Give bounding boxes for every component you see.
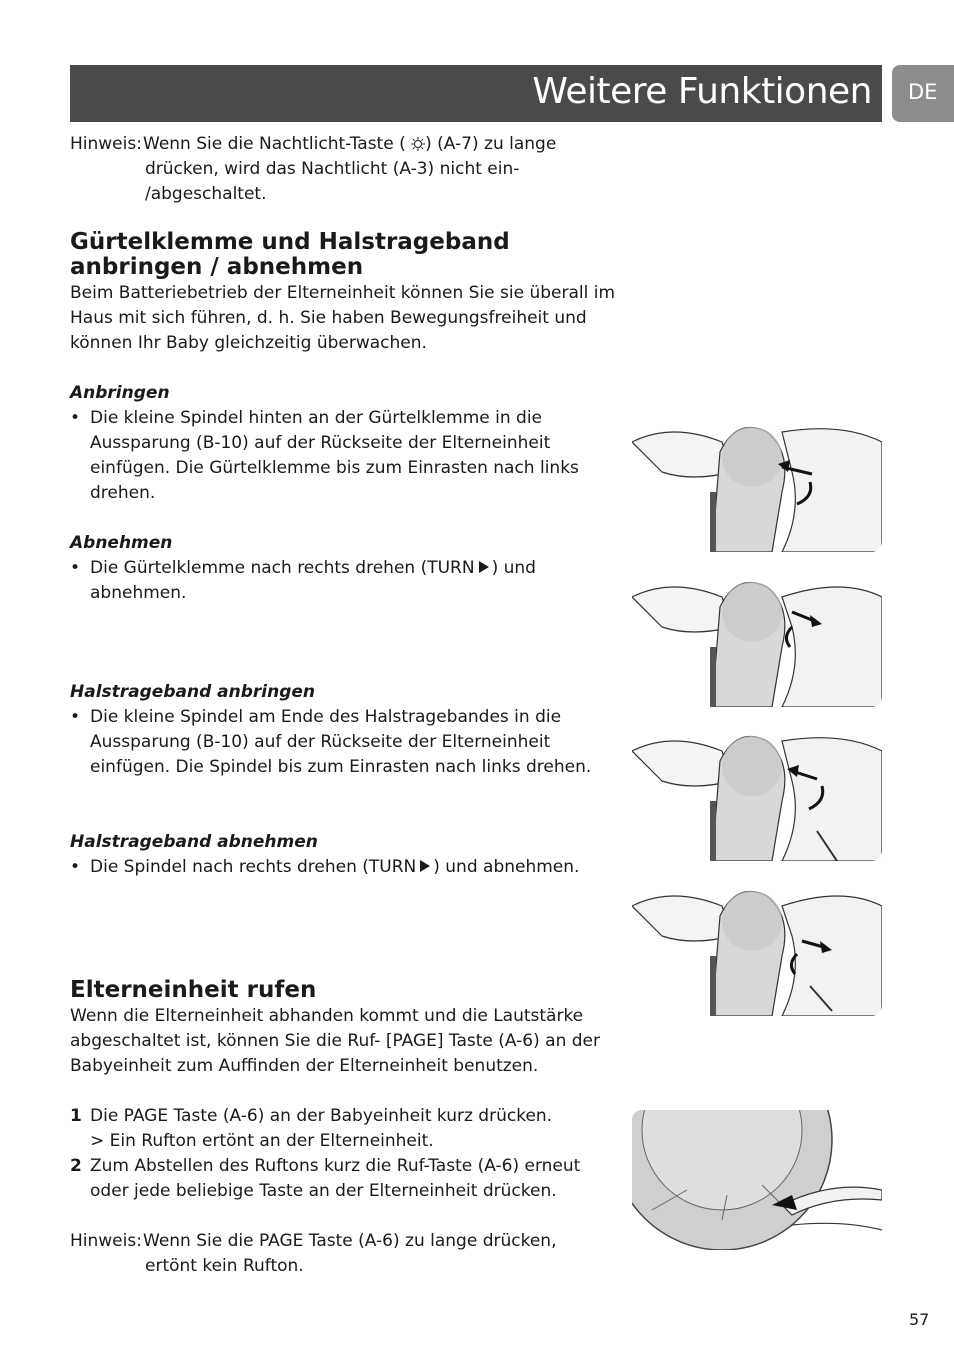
section-heading: anbringen / abnehmen xyxy=(70,254,364,280)
neck-strap-remove-illustration xyxy=(632,876,882,1016)
step-text: oder jede beliebige Taste an der Elterneinheit drücken. xyxy=(90,1181,557,1201)
header-bar xyxy=(70,65,882,122)
subheading: Halstrageband anbringen xyxy=(70,682,316,702)
note-label: Hinweis: xyxy=(70,1231,142,1251)
language-tab xyxy=(892,65,954,122)
note-text-line: Wenn Sie die PAGE Taste (A-6) zu lange drücken, xyxy=(143,1231,557,1251)
page-number: 57 xyxy=(909,1310,930,1329)
page-button-illustration xyxy=(632,1110,882,1250)
note-text-line: /abgeschaltet. xyxy=(145,184,267,204)
nightlight-icon xyxy=(411,134,425,148)
note-text-line: Wenn Sie die Nachtlicht-Taste ( ) (A-7) zu lange xyxy=(143,134,557,154)
belt-clip-attach-illustration xyxy=(632,412,882,552)
language-label: DE xyxy=(908,80,938,104)
paragraph-line: Haus mit sich führen, d. h. Sie haben Bewegungsfreiheit und xyxy=(70,308,587,328)
paragraph-line: Babyeinheit zum Auffinden der Elterneinheit benutzen. xyxy=(70,1056,539,1076)
play-triangle-icon xyxy=(479,561,489,573)
note-text-line: drücken, wird das Nachtlicht (A-3) nicht ein- xyxy=(145,159,520,179)
step-number: 1 xyxy=(70,1106,82,1126)
play-triangle-icon xyxy=(420,860,430,872)
step-text: Die PAGE Taste (A-6) an der Babyeinheit kurz drücken. xyxy=(90,1106,553,1126)
subheading: Abnehmen xyxy=(70,533,173,553)
subheading: Halstrageband abnehmen xyxy=(70,832,318,852)
step-number: 2 xyxy=(70,1156,82,1176)
belt-clip-remove-illustration xyxy=(632,567,882,707)
paragraph-line: abgeschaltet ist, können Sie die Ruf- [PAGE] Taste (A-6) an der xyxy=(70,1031,600,1051)
neck-strap-attach-illustration xyxy=(632,721,882,861)
note-text-line: ertönt kein Rufton. xyxy=(145,1256,304,1276)
step-result: > Ein Rufton ertönt an der Elterneinheit. xyxy=(90,1131,434,1151)
page-title: Weitere Funktionen xyxy=(532,71,872,112)
paragraph-line: können Ihr Baby gleichzeitig überwachen. xyxy=(70,333,427,353)
paragraph-line: Beim Batteriebetrieb der Elterneinheit können Sie sie überall im xyxy=(70,283,616,303)
paragraph-line: Wenn die Elterneinheit abhanden kommt und die Lautstärke xyxy=(70,1006,584,1026)
section-heading: Elterneinheit rufen xyxy=(70,977,317,1003)
section-heading: Gürtelklemme und Halstrageband xyxy=(70,229,510,255)
subheading: Anbringen xyxy=(70,383,170,403)
step-text: Zum Abstellen des Ruftons kurz die Ruf-Taste (A-6) erneut xyxy=(90,1156,581,1176)
note-label: Hinweis: xyxy=(70,134,142,154)
